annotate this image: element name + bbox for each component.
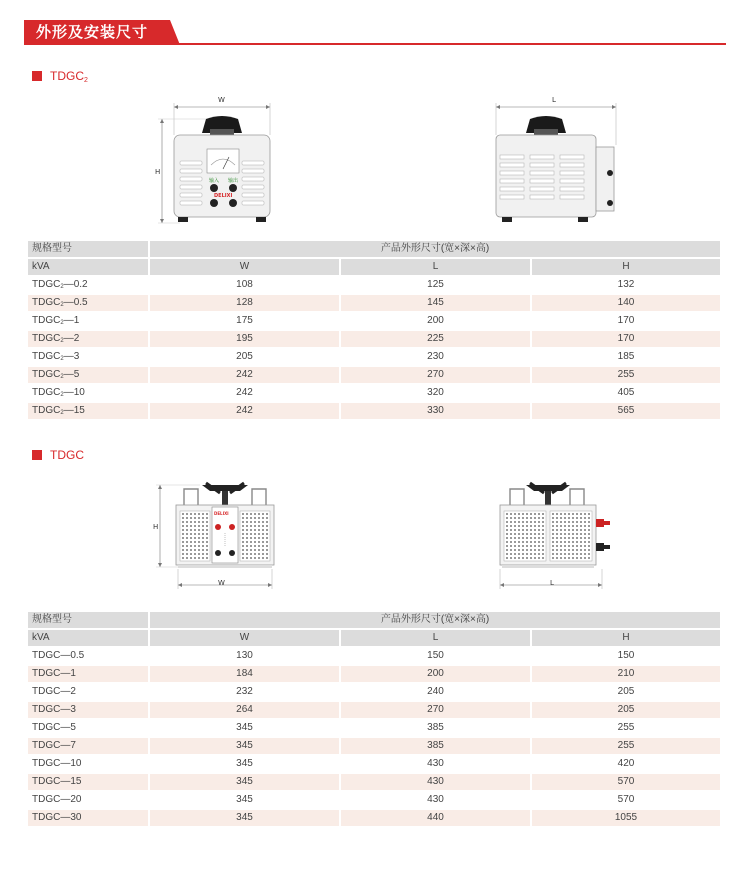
dimension-label-w: W [218,579,225,587]
section-title-tdgc [32,448,84,462]
l-cell: 430 [427,794,444,805]
h-cell: 170 [617,315,635,326]
h-cell: 185 [617,351,635,362]
tdgc2-side-view-figure [488,95,628,230]
section-header-rule [24,43,726,45]
w-cell: 130 [236,650,253,661]
table-row [28,810,720,826]
model-subscript: 2 [60,392,64,398]
model-cell [28,313,148,329]
table-header-row [28,612,720,628]
model-cell [28,385,148,401]
brand-logo: DELIXI [214,511,229,516]
model-prefix: TDGC [32,369,61,380]
table-row [28,385,720,401]
section-title-text: TDGC [50,448,84,462]
dimensions-header: 产品外形尺寸(宽×深×高) [150,241,720,257]
tdgc-front-view-figure [150,475,290,595]
l-cell: 270 [341,702,530,718]
model-cell: TDGC—0.5 [32,650,85,661]
w-cell: 242 [150,367,339,383]
red-square-bullet-icon [32,450,42,460]
red-square-bullet-icon [32,71,42,81]
tdgc-side-view-figure [490,475,630,595]
model-cell [28,331,148,347]
w-cell: 345 [150,810,339,826]
model-cell [28,295,148,311]
w-cell: 195 [150,331,339,347]
model-cell [28,403,148,419]
model-cell: TDGC—10 [32,758,82,769]
kva-header: kVA [28,259,148,275]
model-prefix: TDGC [32,387,61,398]
w-cell: 242 [236,387,253,398]
model-suffix: —10 [63,387,85,398]
model-subscript: 2 [60,302,64,308]
model-suffix: —0.5 [63,297,88,308]
table-row [28,295,720,311]
h-cell: 570 [617,794,635,805]
dimension-label-h: H [153,523,159,531]
l-cell: 150 [427,650,444,661]
l-header: L [341,259,530,275]
model-cell [28,349,148,365]
model-subscript: 2 [60,356,64,362]
table-row [28,313,720,329]
h-header: H [532,630,720,646]
l-cell: 385 [427,722,444,733]
h-cell: 132 [617,279,635,290]
model-suffix: —15 [63,405,85,416]
model-prefix: TDGC [32,315,61,326]
brand-logo: DELIXI [214,193,233,199]
model-cell: TDGC—20 [32,794,82,805]
table-row [28,756,720,772]
table-row [28,720,720,736]
w-cell: 345 [150,774,339,790]
h-cell: 140 [532,295,720,311]
h-cell: 170 [532,331,720,347]
model-suffix: —1 [63,315,80,326]
w-cell: 345 [236,758,253,769]
h-cell: 150 [617,650,635,661]
model-subscript: 2 [60,410,64,416]
h-cell: 210 [532,666,720,682]
model-subscript: 2 [60,320,64,326]
w-cell: 128 [150,295,339,311]
l-cell: 230 [427,351,444,362]
table-row [28,684,720,700]
table-row [28,738,720,754]
l-cell: 145 [341,295,530,311]
table-row [28,792,720,808]
model-prefix: TDGC [32,405,61,416]
model-header: 规格型号 [28,241,148,257]
model-suffix: —2 [63,333,80,344]
h-cell: 255 [532,738,720,754]
model-cell: TDGC—1 [28,666,148,682]
w-cell: 205 [236,351,253,362]
table-subheader-row [28,630,720,646]
l-cell: 225 [341,331,530,347]
tdgc-dimensions-table [28,612,720,830]
w-cell: 242 [150,403,339,419]
h-cell: 255 [532,367,720,383]
model-prefix: TDGC [32,279,61,290]
dimension-label-h: H [155,168,161,176]
model-suffix: —0.2 [63,279,88,290]
page-title: 外形及安装尺寸 [36,23,149,41]
kva-header: kVA [28,630,148,646]
w-cell: 345 [236,722,253,733]
l-cell: 330 [341,403,530,419]
dimension-label-l: L [550,579,554,587]
l-cell: 385 [341,738,530,754]
w-cell: 264 [150,702,339,718]
table-header-row [28,241,720,257]
w-cell: 175 [236,315,253,326]
model-cell: TDGC—3 [28,702,148,718]
model-subscript: 2 [60,284,64,290]
model-subscript: 2 [60,338,64,344]
w-cell: 184 [150,666,339,682]
w-header: W [150,259,339,275]
h-cell: 1055 [532,810,720,826]
model-header: 规格型号 [28,612,148,628]
table-row [28,349,720,365]
table-subheader-row [28,259,720,275]
h-cell: 420 [617,758,635,769]
model-cell: TDGC—2 [32,686,76,697]
w-cell: 345 [236,794,253,805]
model-cell: TDGC—7 [28,738,148,754]
h-cell: 255 [617,722,635,733]
section-title-subscript: 2 [84,76,88,84]
w-cell: 345 [150,738,339,754]
tdgc2-front-view-figure [150,95,290,230]
h-cell: 565 [532,403,720,419]
table-row [28,648,720,664]
h-cell: 205 [617,686,635,697]
h-header: H [532,259,720,275]
model-cell: TDGC—15 [28,774,148,790]
section-title-text: TDGC [50,68,84,83]
l-cell: 200 [427,315,444,326]
input-terminal-label: 输入 [209,178,220,184]
table-row [28,702,720,718]
model-cell: TDGC—5 [32,722,76,733]
l-cell: 200 [341,666,530,682]
table-row [28,367,720,383]
model-cell [28,277,148,293]
l-cell: 240 [427,686,444,697]
model-cell: TDGC—30 [28,810,148,826]
dimension-label-w: W [218,96,225,104]
table-row [28,666,720,682]
model-suffix: —3 [63,351,80,362]
tdgc2-dimensions-table [28,241,720,423]
w-cell: 108 [236,279,253,290]
model-suffix: —5 [63,369,80,380]
dimensions-header: 产品外形尺寸(宽×深×高) [150,612,720,628]
output-terminal-label: 输出 [228,178,239,184]
w-header: W [150,630,339,646]
section-title-tdgc2 [32,69,88,83]
model-prefix: TDGC [32,333,61,344]
h-cell: 405 [617,387,635,398]
model-prefix: TDGC [32,297,61,308]
l-cell: 125 [427,279,444,290]
model-cell [28,367,148,383]
w-cell: 232 [236,686,253,697]
l-header: L [341,630,530,646]
dimension-label-l: L [552,96,556,104]
table-row [28,403,720,419]
h-cell: 205 [532,702,720,718]
table-row [28,277,720,293]
l-cell: 270 [341,367,530,383]
l-cell: 320 [427,387,444,398]
model-subscript: 2 [60,374,64,380]
table-row [28,331,720,347]
model-prefix: TDGC [32,351,61,362]
table-row [28,774,720,790]
l-cell: 440 [341,810,530,826]
l-cell: 430 [427,758,444,769]
h-cell: 570 [532,774,720,790]
l-cell: 430 [341,774,530,790]
